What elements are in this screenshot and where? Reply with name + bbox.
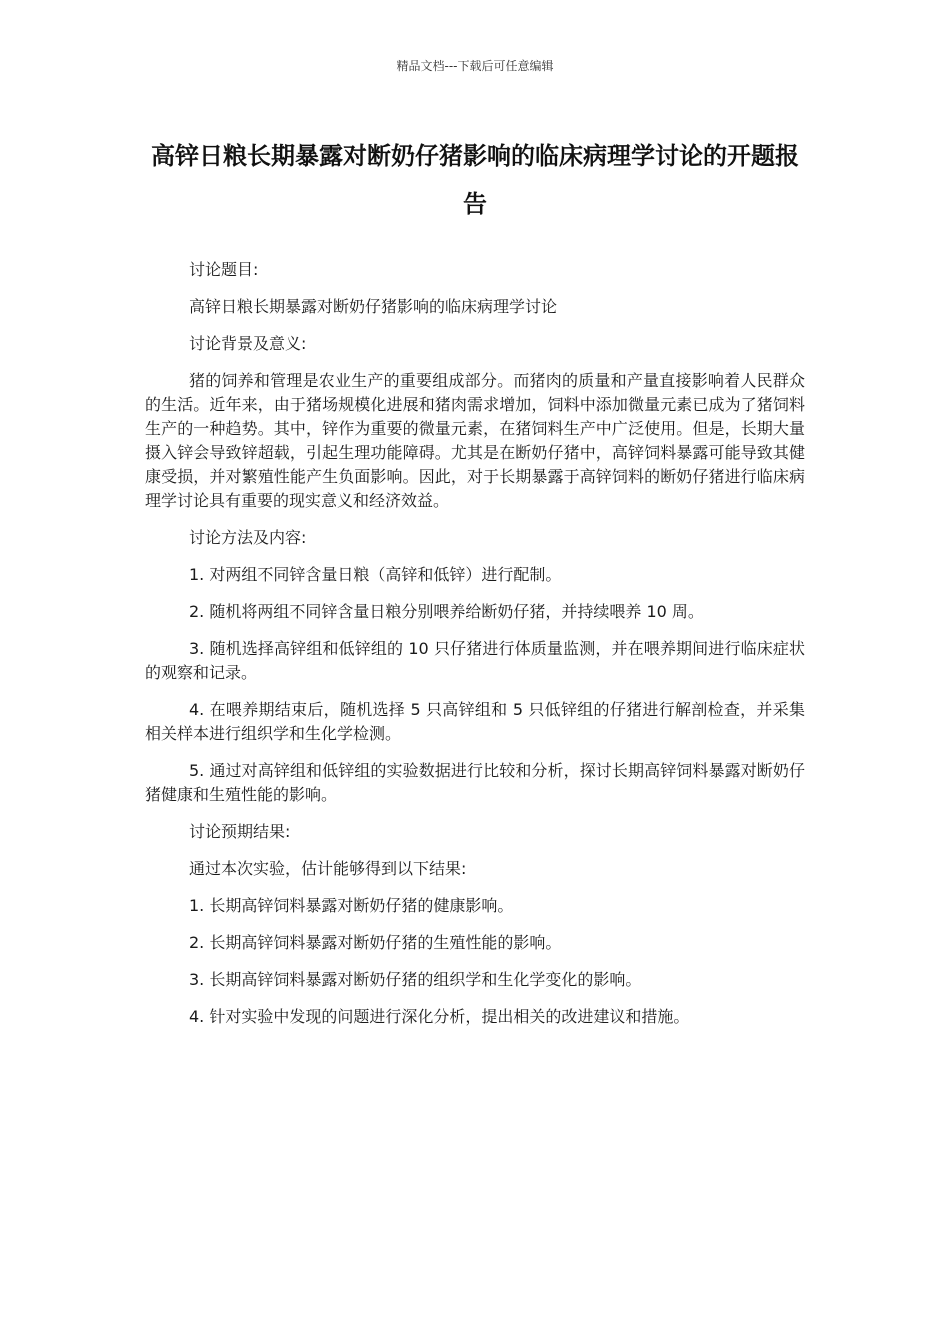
result-item: 3. 长期高锌饲料暴露对断奶仔猪的组织学和生化学变化的影响。: [189, 970, 642, 989]
method-item: 5. 通过对高锌组和低锌组的实验数据进行比较和分析，探讨长期高锌饲料暴露对断奶仔猪健康和生殖性能的影响。: [145, 761, 805, 804]
result-item: 1. 长期高锌饲料暴露对断奶仔猪的健康影响。: [189, 896, 514, 915]
method-item: 1. 对两组不同锌含量日粮（高锌和低锌）进行配制。: [189, 565, 562, 584]
method-label: 讨论方法及内容:: [189, 528, 307, 547]
background-label: 讨论背景及意义:: [189, 334, 307, 353]
background-text: 猪的饲养和管理是农业生产的重要组成部分。而猪肉的质量和产量直接影响着人民群众的生活。近年来，由于猪场规模化进展和猪肉需求增加，饲料中添加微量元素已成为了猪饲料生产的一种趋势。其中，锌作为重要的微量元素，在猪饲料生产中广泛使用。但是，长期大量摄入锌会导致锌超载，引起生理功能障碍。尤其是在断奶仔猪中，高锌饲料暴露可能导致其健康受损，并对繁殖性能产生负面影响。因此，对于长期暴露于高锌饲料的断奶仔猪进行临床病理学讨论具有重要的现实意义和经济效益。: [145, 371, 805, 510]
method-item: 3. 随机选择高锌组和低锌组的 10 只仔猪进行体质量监测，并在喂养期间进行临床症状的观察和记录。: [145, 639, 805, 682]
result-intro: 通过本次实验，估计能够得到以下结果:: [189, 859, 467, 878]
method-item: 4. 在喂养期结束后，随机选择 5 只高锌组和 5 只低锌组的仔猪进行解剖检查，并采集相关样本进行组织学和生化学检测。: [145, 700, 805, 743]
document-title: 高锌日粮长期暴露对断奶仔猪影响的临床病理学讨论的开题报告: [151, 142, 799, 218]
topic-text: 高锌日粮长期暴露对断奶仔猪影响的临床病理学讨论: [189, 297, 558, 316]
result-label: 讨论预期结果:: [189, 822, 291, 841]
result-item: 2. 长期高锌饲料暴露对断奶仔猪的生殖性能的影响。: [189, 933, 562, 952]
header-note: 精品文档---下载后可任意编辑: [396, 59, 554, 73]
result-item: 4. 针对实验中发现的问题进行深化分析，提出相关的改进建议和措施。: [189, 1007, 690, 1026]
topic-label: 讨论题目:: [189, 260, 259, 279]
document-body: [145, 258, 805, 1042]
method-item: 2. 随机将两组不同锌含量日粮分别喂养给断奶仔猪，并持续喂养 10 周。: [189, 602, 704, 621]
